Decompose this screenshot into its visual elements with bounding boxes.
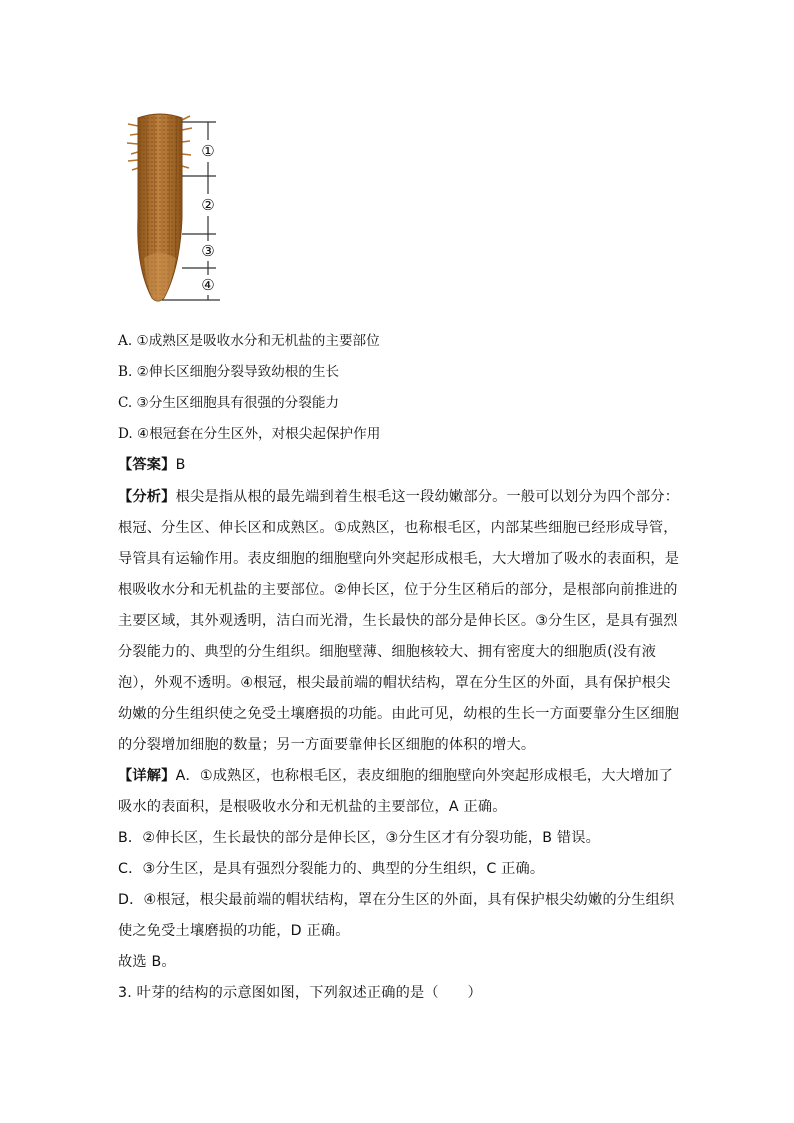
analysis-line-9: 的分裂增加细胞的数量；另一方面要靠伸长区细胞的体积的增大。 — [118, 737, 536, 753]
answer-value: B — [175, 457, 186, 473]
analysis-line-5: 主要区域，其外观透明，洁白而光滑，生长最快的部分是伸长区。③分生区，是具有强烈 — [118, 613, 678, 629]
detail-text: A．①成熟区，也称根毛区，表皮细胞的细胞壁向外突起形成根毛，大大增加了 — [175, 768, 674, 784]
option-a: A. ①成熟区是吸收水分和无机盐的主要部位 — [118, 333, 380, 349]
analysis-tag: 【分析】 — [118, 489, 176, 505]
detail-line-1 — [118, 766, 673, 786]
option-c: C. ③分生区细胞具有很强的分裂能力 — [118, 395, 340, 411]
detail-tag: 【详解】 — [118, 768, 176, 784]
analysis-line-6: 分裂能力的、典型的分生组织。细胞壁薄、细胞核较大、拥有密度大的细胞质(没有液 — [118, 644, 657, 660]
detail-line-4: C．③分生区，是具有强烈分裂能力的、典型的分生组织，C 正确。 — [118, 861, 545, 877]
analysis-line-8: 幼嫩的分生组织使之免受土壤磨损的功能。由此可见，幼根的生长一方面要靠分生区细胞 — [118, 706, 680, 722]
detail-line-6: 使之免受土壤磨损的功能，D 正确。 — [118, 923, 350, 939]
zone-label-3: ③ — [201, 242, 215, 260]
analysis-line-1 — [118, 487, 679, 507]
detail-conclusion: 故选 B。 — [118, 954, 176, 970]
detail-line-3: B．②伸长区，生长最快的部分是伸长区，③分生区才有分裂功能，B 错误。 — [118, 830, 601, 846]
analysis-text: 根尖是指从根的最先端到着生根毛这一段幼嫩部分。一般可以划分为四个部分： — [175, 489, 680, 505]
analysis-line-3: 导管具有运输作用。表皮细胞的细胞壁向外突起形成根毛，大大增加了吸水的表面积，是 — [118, 551, 680, 567]
option-d: D. ④根冠套在分生区外，对根尖起保护作用 — [118, 426, 381, 442]
zone-label-4: ④ — [201, 276, 215, 294]
root-tip-diagram — [122, 108, 234, 308]
next-question: 3. 叶芽的结构的示意图如图，下列叙述正确的是（ ） — [118, 985, 482, 1001]
zone-label-1: ① — [201, 142, 215, 160]
option-b: B. ②伸长区细胞分裂导致幼根的生长 — [118, 364, 340, 380]
zone-label-2: ② — [201, 196, 215, 214]
analysis-line-7: 泡），外观不透明。④根冠，根尖最前端的帽状结构，罩在分生区的外面，具有保护根尖 — [118, 675, 671, 691]
detail-line-5: D．④根冠，根尖最前端的帽状结构，罩在分生区的外面，具有保护根尖幼嫩的分生组织 — [118, 892, 675, 908]
analysis-line-4: 根吸收水分和无机盐的主要部位。②伸长区，位于分生区稍后的部分，是根部向前推进的 — [118, 582, 678, 598]
detail-line-2: 吸水的表面积，是根吸收水分和无机盐的主要部位，A 正确。 — [118, 799, 507, 815]
analysis-line-2: 根冠、分生区、伸长区和成熟区。①成熟区，也称根毛区，内部某些细胞已经形成导管， — [118, 520, 678, 536]
answer-tag: 【答案】 — [118, 457, 176, 473]
answer-line — [118, 455, 186, 475]
root-tip-figure — [122, 108, 234, 308]
